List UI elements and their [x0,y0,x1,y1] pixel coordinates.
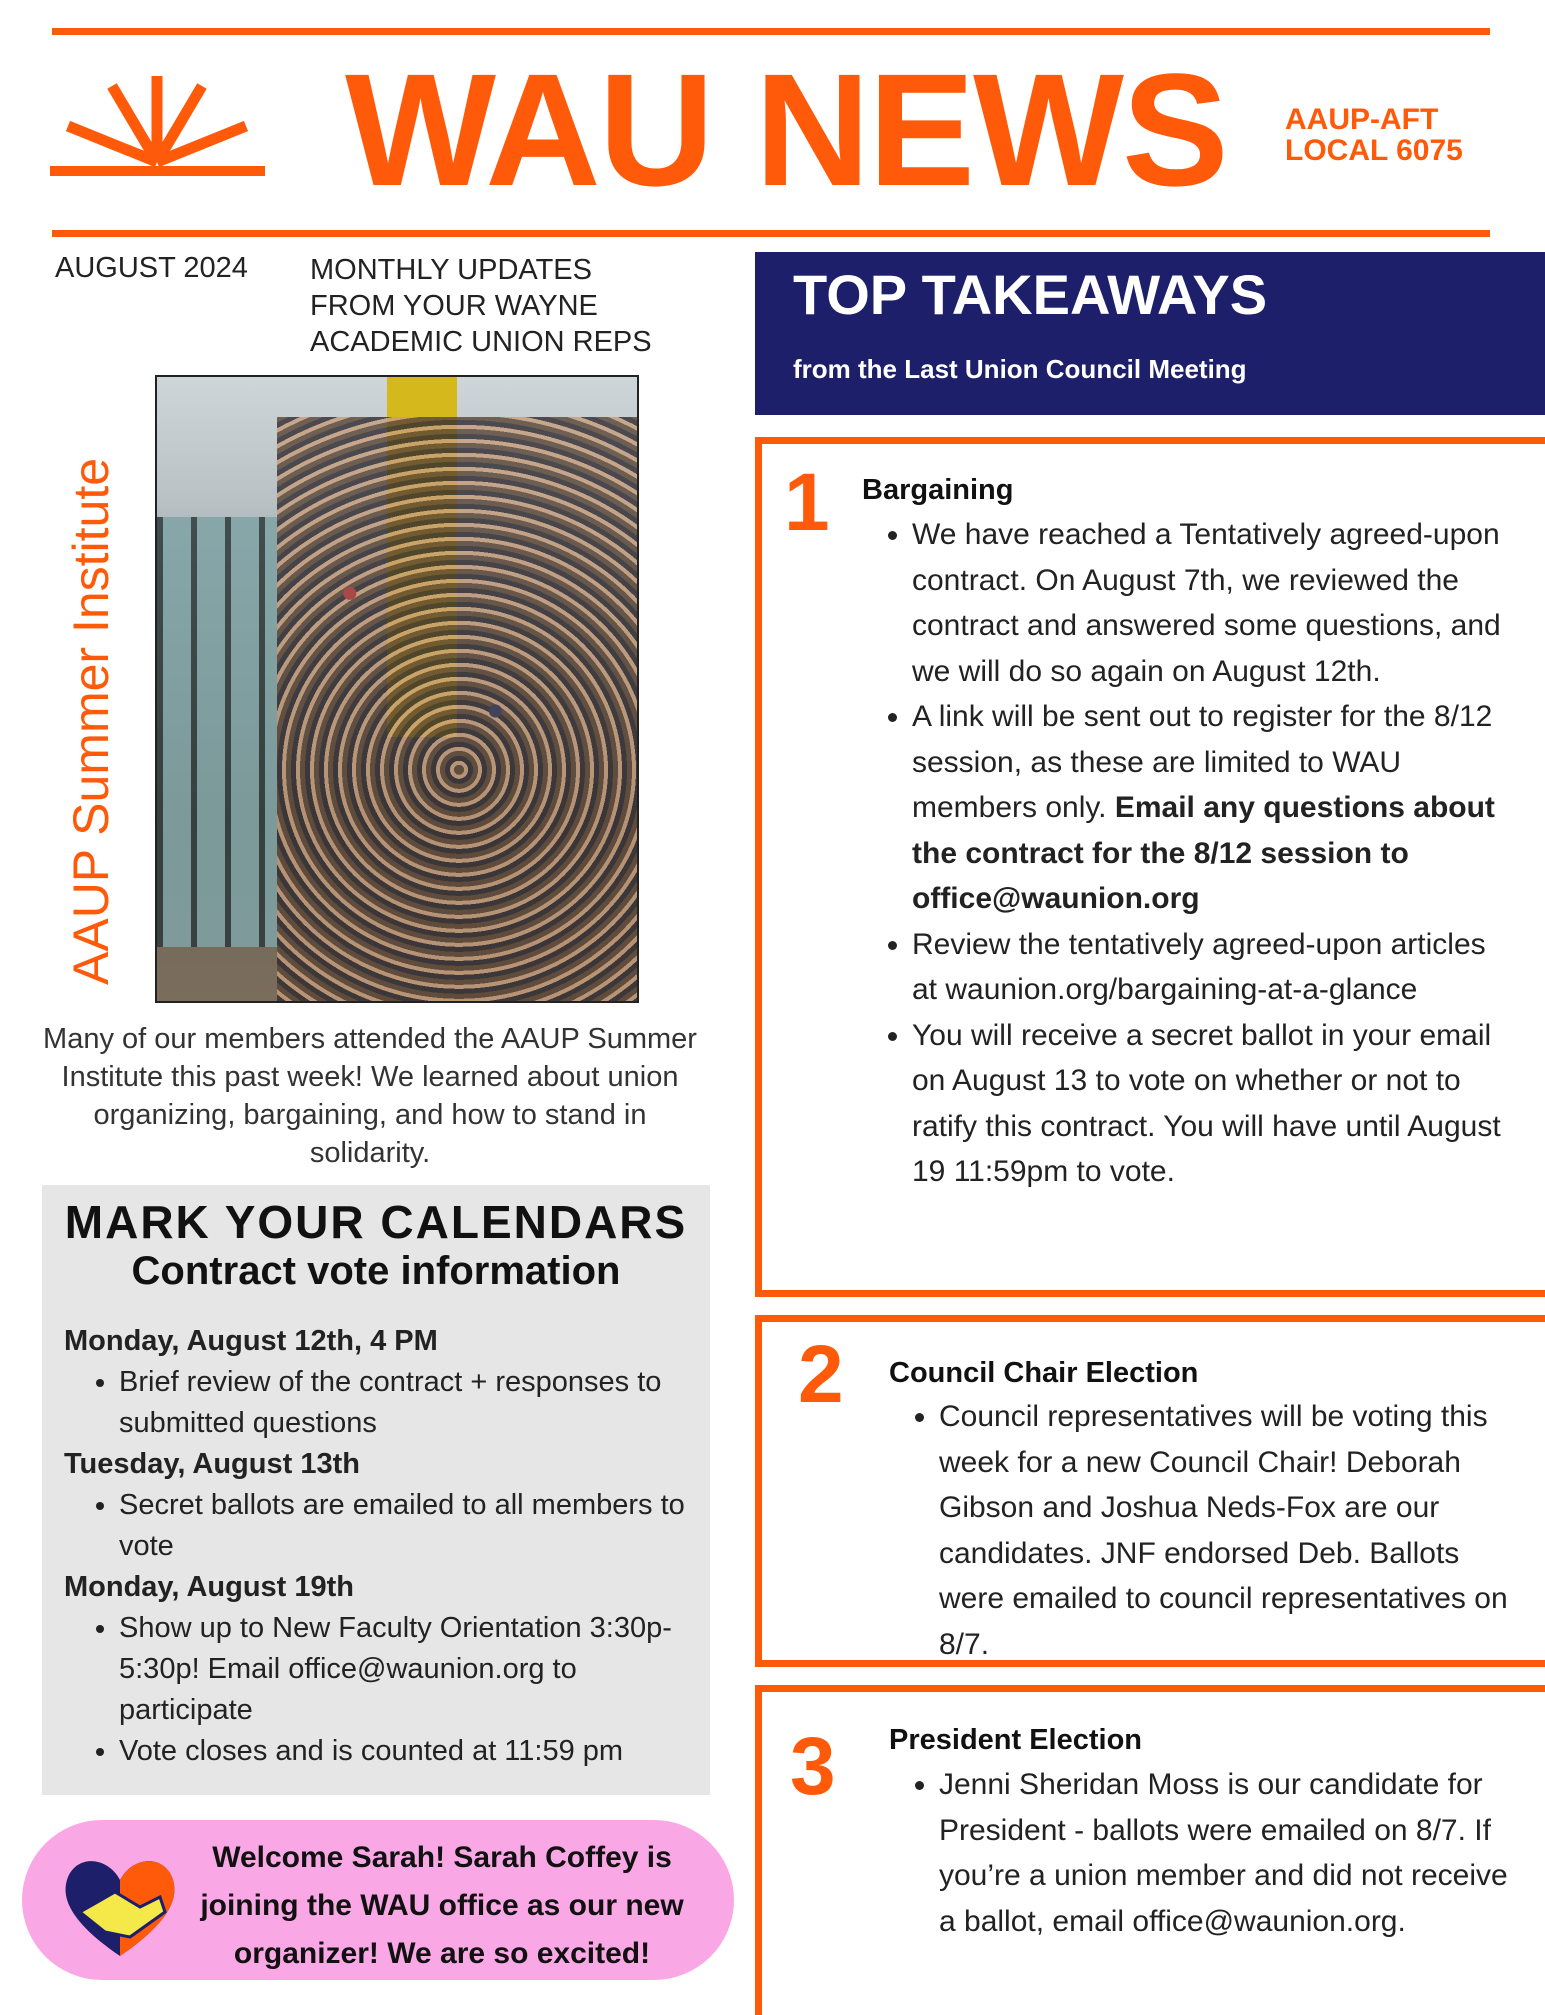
takeaways-heading: TOP TAKEAWAYS [793,263,1268,326]
takeaway-bullet: • You will receive a secret ballot in your email on August 13 to vote on whether or not to ratify this contract. You will have until August 19 11:59pm to vote. [912,1013,1502,1195]
photo-caption: Many of our members attended the AAUP Summer Institute this past week! We learned about union organizing, bargaining, and how to stand in solidarity. [43,1023,697,1169]
masthead-title: WAU NEWS [345,40,1227,219]
bottom-rule [52,230,1490,237]
takeaway-title: President Election [889,1724,1143,1756]
local-label: AAUP-AFT LOCAL 6075 [1285,103,1463,167]
group-photo [155,375,639,1003]
issue-subtitle: MONTHLY UPDATES FROM YOUR WAYNE ACADEMIC UNION REPS [310,254,652,358]
takeaway-bullet: • Council representatives will be voting this week for a new Council Chair! Deborah Gibson and Joshua Neds-Fox are our candidates. JNF endorsed Deb. Ballots were emailed to council representatives on 8/7. [939,1394,1519,1667]
calendar-item: • Secret ballots are emailed to all members to vote [119,1485,704,1567]
takeaway-box-1 [755,437,1545,1297]
vertical-label: AAUP Summer Institute [63,457,119,985]
takeaway-bullet: • We have reached a Tentatively agreed-upon contract. On August 7th, we reviewed the contract and answered some questions, and we will do so again on August 12th. [912,512,1502,694]
top-rule [52,28,1490,35]
calendar-panel [42,1185,710,1795]
takeaway-list [889,1762,1519,1944]
calendar-day: Monday, August 19th [64,1571,354,1603]
takeaway-bullet: • Jenni Sheridan Moss is our candidate for President - ballots were emailed on 8/7. If you’re a union member and did not receive a ballot, email office@waunion.org. [939,1762,1519,1944]
calendar-day: Monday, August 12th, 4 PM [64,1325,438,1357]
takeaway-number: 3 [790,1721,836,1812]
calendar-item: • Show up to New Faculty Orientation 3:30p-5:30p! Email office@waunion.org to participate [119,1608,704,1731]
takeaway-box-3 [755,1685,1545,2015]
takeaways-header [755,252,1545,415]
calendar-heading: MARK YOUR CALENDARS [64,1196,688,1248]
takeaway-title: Bargaining [862,474,1014,506]
welcome-text: Welcome Sarah! Sarah Coffey is joining the WAU office as our new organizer! We are so excited! [200,1841,684,1970]
issue-date: AUGUST 2024 [55,252,248,284]
takeaway-box-2 [755,1315,1545,1667]
takeaway-bullet: • Review the tentatively agreed-upon articles at waunion.org/bargaining-at-a-glance [912,922,1502,1013]
calendar-item: • Brief review of the contract + responses to submitted questions [119,1362,704,1444]
welcome-banner [22,1820,734,1980]
takeaway-number: 2 [798,1329,844,1420]
takeaway-list [862,512,1502,1195]
takeaway-list [889,1394,1519,1667]
calendar-item: • Vote closes and is counted at 11:59 pm [119,1731,704,1772]
takeaway-title: Council Chair Election [889,1357,1199,1389]
calendar-day: Tuesday, August 13th [64,1448,360,1480]
takeaway-number: 1 [784,457,830,548]
calendar-subheading: Contract vote information [131,1249,621,1293]
takeaway-bullet: • A link will be sent out to register for the 8/12 session, as these are limited to WAU members only. Email any questions about the contract for the 8/12 session to office@waunion.org [912,694,1502,922]
takeaways-subheading: from the Last Union Council Meeting [793,354,1247,384]
sunburst-icon [50,70,265,190]
